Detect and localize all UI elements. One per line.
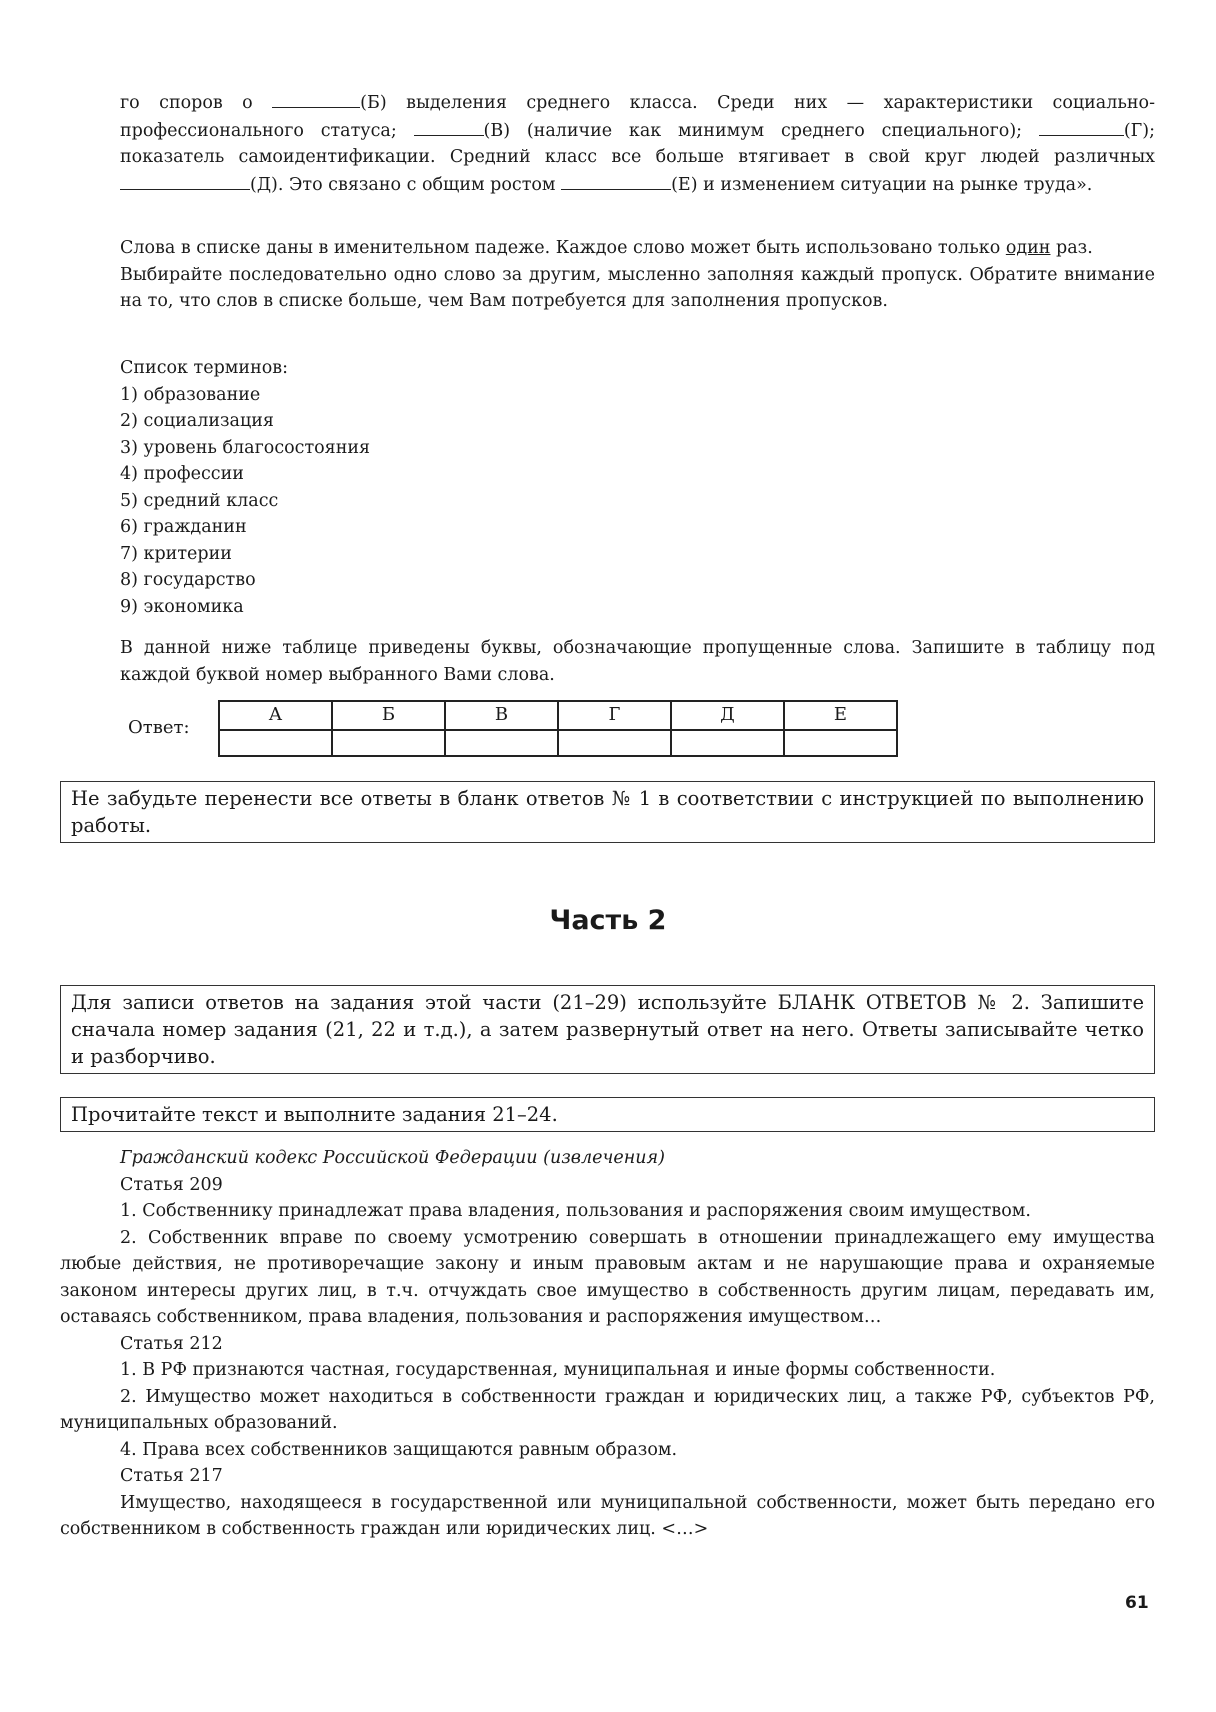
text: Выбирайте последовательно одно слово за другим, мысленно заполняя каждый пропуск. Обратите внимание на то, что слов в списке больше, чем Вам потребуется для заполнения пропусков. — [120, 264, 1155, 311]
answer-cell[interactable] — [445, 730, 558, 756]
text: Слова в списке даны в именительном падеже. Каждое слово может быть использовано только — [120, 238, 1006, 258]
list-item: 1) образование — [120, 384, 261, 405]
list-item: 6) гражданин — [120, 517, 247, 537]
terms-list — [120, 355, 1155, 620]
article-heading: Статья 212 — [120, 1333, 223, 1354]
paragraph: Имущество, находящееся в государственной или муниципальной собственности, может быть передано его собственником в собственность граждан или юридических лиц. <…> — [60, 1492, 1155, 1539]
paragraph: 4. Права всех собственников защищаются равным образом. — [120, 1439, 678, 1460]
list-item: 3) уровень благосостояния — [120, 437, 371, 458]
intro-text — [120, 89, 1155, 198]
page-number: 61 — [1125, 1593, 1149, 1613]
article-heading: Статья 217 — [120, 1466, 223, 1486]
list-item: 5) средний класс — [120, 490, 279, 511]
terms-title: Список терминов: — [120, 358, 289, 378]
letter-cell: Е — [784, 701, 897, 730]
list-item: 7) критерии — [120, 543, 232, 564]
letter-cell: Б — [332, 701, 445, 730]
blank-b — [272, 89, 360, 108]
paragraph: 2. Собственник вправе по своему усмотрению совершать в отношении принадлежащего ему имущества любые действия, не противоречащие закону и иным правовым актам и не нарушающие права и охраняемые законом интересы других лиц, в т.ч. отчуждать свое имущество в собственность другим лицам, передавать им, оставаясь собственником, права владения, пользования и распоряжения имуществом… — [60, 1227, 1155, 1327]
letter-cell: А — [219, 701, 332, 730]
answer-cell[interactable] — [332, 730, 445, 756]
part2-note-box: Для записи ответов на задания этой части (21–29) используйте БЛАНК ОТВЕТОВ № 2. Запишите сначала номер задания (21, 22 и т.д.), а затем развернутый ответ на него. Ответы записывайте четко и разборчиво. — [60, 985, 1155, 1074]
text: (Д). Это связано с общим ростом — [250, 174, 562, 195]
blank-d — [120, 171, 250, 190]
letter-cell: Г — [558, 701, 671, 730]
letter-cell: В — [445, 701, 558, 730]
answer-cell[interactable] — [558, 730, 671, 756]
article-heading: Статья 209 — [120, 1174, 223, 1195]
blank-g — [1039, 117, 1124, 136]
letter-cell: Д — [671, 701, 784, 730]
text: го споров о — [120, 93, 273, 113]
text: (Г); показатель самоидентификации. Средний класс все больше втягивает в свой круг людей различных — [120, 120, 1155, 167]
answer-table — [218, 700, 898, 757]
source-title: Гражданский кодекс Российской Федерации (извлечения) — [120, 1148, 665, 1168]
text: (Е) и изменением ситуации на рынке труда». — [671, 174, 1093, 195]
blank-e — [561, 171, 671, 190]
list-item: 8) государство — [120, 570, 256, 590]
reminder-box: Не забудьте перенести все ответы в бланк ответов № 1 в соответствии с инструкцией по выполнению работы. — [60, 781, 1155, 843]
part-title: Часть 2 — [549, 905, 667, 936]
source-text — [60, 1145, 1155, 1543]
table-instruction: В данной ниже таблице приведены буквы, обозначающие пропущенные слова. Запишите в таблицу под каждой буквой номер выбранного Вами слова. — [120, 638, 1155, 685]
answer-label: Ответ: — [128, 717, 190, 738]
paragraph: 1. Собственнику принадлежат права владения, пользования и распоряжения своим имуществом. — [120, 1201, 1031, 1221]
answer-cell[interactable] — [219, 730, 332, 756]
text: раз. — [1050, 238, 1093, 258]
answer-cell[interactable] — [784, 730, 897, 756]
instructions — [120, 235, 1155, 315]
paragraph: 2. Имущество может находиться в собственности граждан и юридических лиц, а также РФ, субъектов РФ, муниципальных образований. — [60, 1386, 1155, 1433]
underlined-word: один — [1005, 238, 1051, 258]
list-item: 2) социализация — [120, 411, 274, 431]
answer-cell[interactable] — [671, 730, 784, 756]
list-item: 9) экономика — [120, 596, 244, 617]
text: (Б) выделения среднего класса. Среди них — характеристики социально-профессионального статуса; — [120, 93, 1155, 141]
blank-v — [414, 117, 484, 136]
list-item: 4) профессии — [120, 464, 244, 484]
task-box: Прочитайте текст и выполните задания 21–24. — [60, 1097, 1155, 1132]
text: (В) (наличие как минимум среднего специального); — [483, 120, 1039, 141]
paragraph: 1. В РФ признаются частная, государственная, муниципальная и иные формы собственности. — [120, 1360, 996, 1380]
